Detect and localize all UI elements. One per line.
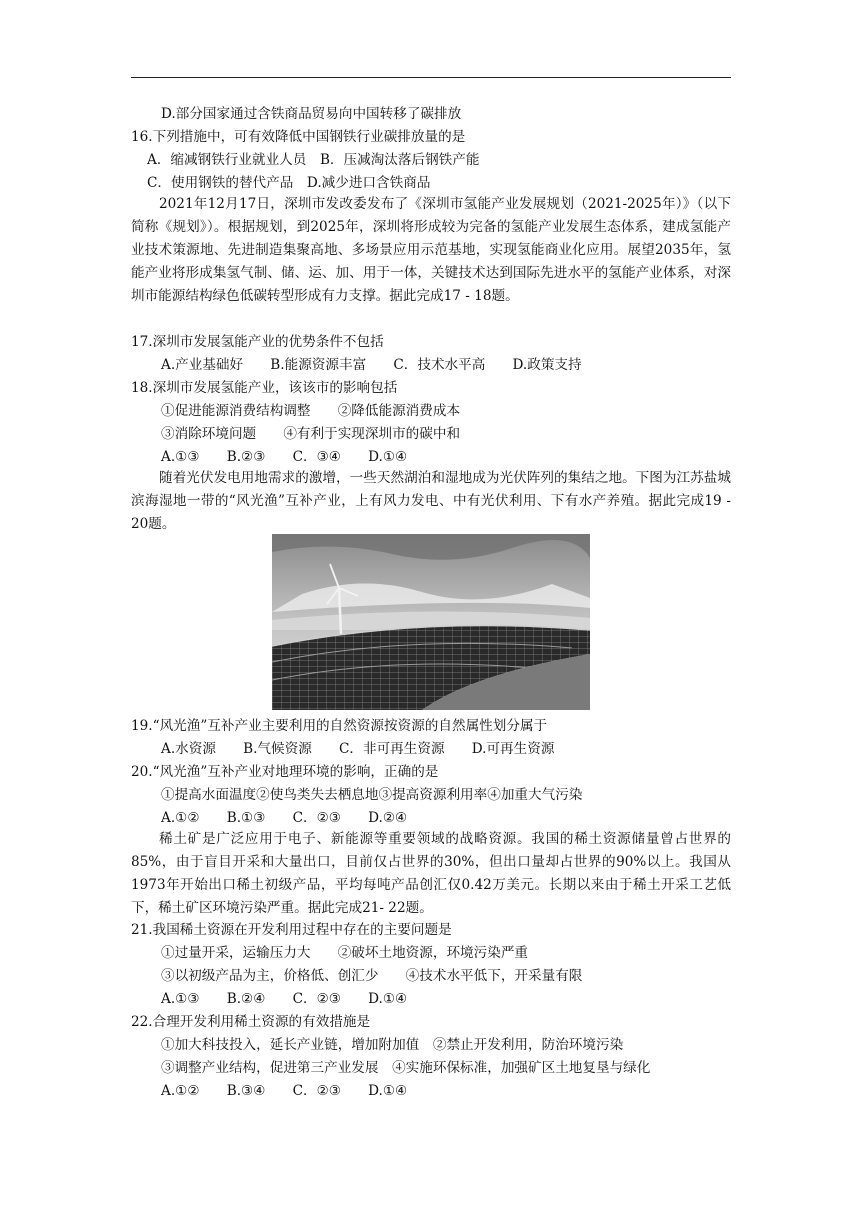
q20-stem: 20.“风光渔”互补产业对地理环境的影响，正确的是 — [131, 764, 439, 780]
header-rule — [131, 77, 731, 78]
q18-stem: 18.深圳市发展氢能产业，该该市的影响包括 — [131, 380, 398, 396]
q18-items-1: ①促进能源消费结构调整 ②降低能源消费成本 — [161, 403, 461, 419]
q22-options: A.①② B.③④ C．②③ D.①④ — [161, 1083, 408, 1099]
q21-options: A.①③ B.②④ C．②③ D.①④ — [161, 991, 408, 1007]
q17-stem: 17.深圳市发展氢能产业的优势条件不包括 — [131, 334, 384, 350]
passage-19-20: 随着光伏发电用地需求的激增，一些天然湖泊和湿地成为光伏阵列的集结之地。下图为江苏盐城滨海湿地一带的“风光渔”互补产业，上有风力发电、中有光伏利用、下有水产养殖。据此完成19 - 20题。 — [131, 470, 731, 532]
q16-options-ab: A．缩减钢铁行业就业人员 B．压减淘汰落后钢铁产能 — [147, 152, 480, 168]
q16-options-cd: C．使用钢铁的替代产品 D.减少进口含铁商品 — [147, 175, 431, 191]
fengguangyu-figure — [272, 534, 590, 710]
q18-items-2: ③消除环境问题 ④有利于实现深圳市的碳中和 — [161, 426, 461, 442]
q22-items-2: ③调整产业结构，促进第三产业发展 ④实施环保标准，加强矿区土地复垦与绿化 — [161, 1060, 651, 1076]
q20-options: A.①② B.①③ C．②③ D.②④ — [161, 810, 408, 826]
q17-options: A.产业基础好 B.能源资源丰富 C．技术水平高 D.政策支持 — [161, 357, 582, 373]
q19-stem: 19.“风光渔”互补产业主要利用的自然资源按资源的自然属性划分属于 — [131, 718, 548, 734]
q16-stem: 16.下列措施中，可有效降低中国钢铁行业碳排放量的是 — [131, 129, 466, 145]
solar-panel-array-icon — [272, 626, 590, 710]
q21-items-1: ①过量开采，运输压力大 ②破坏土地资源，环境污染严重 — [161, 945, 529, 961]
q21-stem: 21.我国稀土资源在开发利用过程中存在的主要问题是 — [131, 922, 452, 938]
q22-items-1: ①加大科技投入，延长产业链，增加附加值 ②禁止开发利用，防治环境污染 — [161, 1037, 624, 1053]
q21-items-2: ③以初级产品为主，价格低、创汇少 ④技术水平低下，开采量有限 — [161, 968, 583, 984]
fengguangyu-photo — [272, 534, 590, 710]
q20-items: ①提高水面温度②使鸟类失去栖息地③提高资源利用率④加重大气污染 — [161, 787, 583, 803]
q18-options: A.①③ B.②③ C．③④ D.①④ — [161, 449, 408, 465]
q22-stem: 22.合理开发利用稀土资源的有效措施是 — [131, 1014, 371, 1030]
q15-option-d: D.部分国家通过含铁商品贸易向中国转移了碳排放 — [161, 106, 462, 122]
q19-options: A.水资源 B.气候资源 C．非可再生资源 D.可再生资源 — [161, 741, 555, 757]
passage-17-18: 2021年12月17日，深圳市发改委发布了《深圳市氢能产业发展规划（2021-2025年）》（以下简称《规划》）。根据规划，到2025年，深圳将形成较为完备的氢能产业发展生态体系，建成氢能产业技术策源地、先进制造集聚高地、多场景应用示范基地，实现氢能商业化应用。展望2035年，氢能产业将形成集氢气制、储、运、加、用于一体，关键技术达到国际先进水平的氢能产业体系，对深圳市能源结构绿色低碳转型形成有力支撑。据此完成17 - 18题。 — [131, 196, 731, 304]
passage-21-22: 稀土矿是广泛应用于电子、新能源等重要领域的战略资源。我国的稀土资源储量曾占世界的85%，由于盲目开采和大量出口，目前仅占世界的30%，但出口量却占世界的90%以上。我国从1973年开始出口稀土初级产品，平均每吨产品创汇仅0.42万美元。长期以来由于稀土开采工艺低下，稀土矿区环境污染严重。据此完成21- 22题。 — [131, 831, 731, 916]
